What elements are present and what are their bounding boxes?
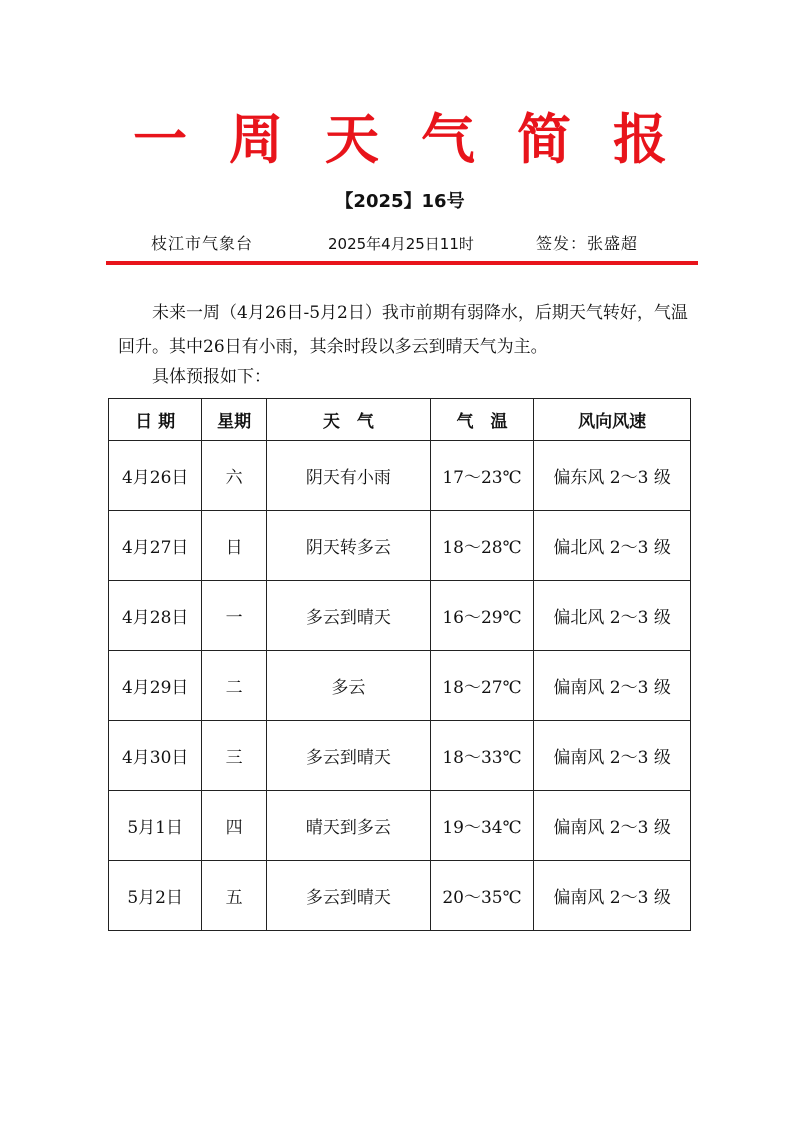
cell-temperature: 18～27℃ xyxy=(430,651,533,721)
table-row xyxy=(109,581,691,651)
table-row xyxy=(109,721,691,791)
cell-wind: 偏南风 2～3 级 xyxy=(534,651,691,721)
header-wind: 风向风速 xyxy=(534,399,691,441)
cell-weather: 阴天转多云 xyxy=(266,511,430,581)
header-weather: 天 气 xyxy=(266,399,430,441)
cell-wind: 偏东风 2～3 级 xyxy=(534,441,691,511)
cell-date: 4月28日 xyxy=(109,581,202,651)
cell-weekday: 六 xyxy=(202,441,267,511)
table-row xyxy=(109,441,691,511)
table-row xyxy=(109,651,691,721)
red-divider xyxy=(106,261,698,265)
cell-date: 4月29日 xyxy=(109,651,202,721)
header-temperature: 气 温 xyxy=(430,399,533,441)
cell-date: 4月27日 xyxy=(109,511,202,581)
cell-temperature: 19～34℃ xyxy=(430,791,533,861)
cell-weather: 晴天到多云 xyxy=(266,791,430,861)
issuing-org: 枝江市气象台 xyxy=(151,234,254,253)
cell-wind: 偏北风 2～3 级 xyxy=(534,511,691,581)
cell-weekday: 五 xyxy=(202,861,267,931)
cell-weather: 多云到晴天 xyxy=(266,861,430,931)
cell-wind: 偏南风 2～3 级 xyxy=(534,861,691,931)
title-char: 天 xyxy=(325,108,379,171)
cell-date: 5月1日 xyxy=(109,791,202,861)
table-header-row xyxy=(109,399,691,441)
cell-weather: 阴天有小雨 xyxy=(266,441,430,511)
issue-number: 【2025】16号 xyxy=(335,191,465,212)
header-meta xyxy=(108,230,698,258)
cell-temperature: 17～23℃ xyxy=(430,441,533,511)
cell-temperature: 18～28℃ xyxy=(430,511,533,581)
title-char: 周 xyxy=(229,108,283,171)
cell-temperature: 20～35℃ xyxy=(430,861,533,931)
table-row xyxy=(109,791,691,861)
cell-date: 4月30日 xyxy=(109,721,202,791)
cell-temperature: 18～33℃ xyxy=(430,721,533,791)
forecast-table xyxy=(108,398,691,931)
cell-weather: 多云到晴天 xyxy=(266,581,430,651)
issue-date: 2025年4月25日11时 xyxy=(328,235,474,253)
intro-paragraph: 具体预报如下： xyxy=(152,367,271,387)
title-char: 一 xyxy=(133,108,187,171)
cell-weather: 多云 xyxy=(266,651,430,721)
title-char: 简 xyxy=(517,108,571,171)
cell-weekday: 日 xyxy=(202,511,267,581)
table-row xyxy=(109,861,691,931)
title-char: 气 xyxy=(421,108,475,171)
header-date: 日 期 xyxy=(109,399,202,441)
cell-wind: 偏南风 2～3 级 xyxy=(534,721,691,791)
summary-paragraph: 未来一周（4月26日-5月2日）我市前期有弱降水，后期天气转好，气温回升。其中26日有小雨，其余时段以多云到晴天气为主。 xyxy=(118,303,688,357)
cell-wind: 偏北风 2～3 级 xyxy=(534,581,691,651)
cell-weather: 多云到晴天 xyxy=(266,721,430,791)
signer: 签发：张盛超 xyxy=(536,234,639,253)
cell-weekday: 三 xyxy=(202,721,267,791)
title-char: 报 xyxy=(613,108,667,171)
cell-wind: 偏南风 2～3 级 xyxy=(534,791,691,861)
cell-date: 5月2日 xyxy=(109,861,202,931)
cell-weekday: 一 xyxy=(202,581,267,651)
cell-weekday: 二 xyxy=(202,651,267,721)
table-row xyxy=(109,511,691,581)
header-weekday: 星期 xyxy=(202,399,267,441)
cell-weekday: 四 xyxy=(202,791,267,861)
document-title xyxy=(0,108,800,172)
cell-temperature: 16～29℃ xyxy=(430,581,533,651)
cell-date: 4月26日 xyxy=(109,441,202,511)
